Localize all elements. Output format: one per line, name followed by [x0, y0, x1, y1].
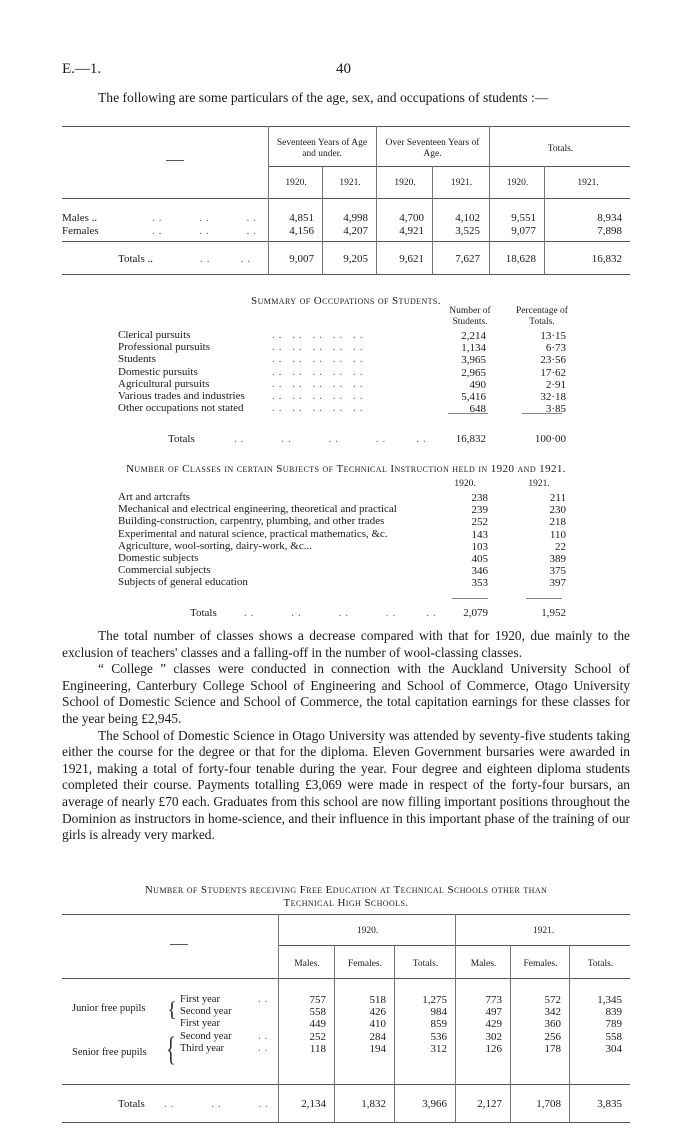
class-subject: Agriculture, wool-sorting, dairy-work, &c... [118, 539, 312, 552]
year-label: Second year [180, 1006, 232, 1018]
total-cell: 18,628 [505, 253, 536, 265]
cell: 449 [309, 1018, 326, 1031]
classes-total-label: Totals [190, 607, 217, 619]
class-count-1920: 143 [471, 528, 488, 541]
row-label-females: Females [62, 225, 99, 237]
paragraph: “ College ” classes were conducted in connection with the Auckland University School of Engineering, Canterbury College School of Engineering and School of Commerce, Otago University School of Domestic Science and School of Commerce, the total capitation earnings for these classes for the year being £2,945. [62, 661, 630, 726]
body-text [62, 628, 630, 844]
class-count-1920: 353 [471, 577, 488, 590]
total-cell: 2,127 [477, 1098, 502, 1110]
class-subject: Building-construction, carpentry, plumbing, and other trades [118, 515, 385, 528]
total-cell: 3,835 [597, 1098, 622, 1110]
cell: 426 [369, 1006, 386, 1019]
year-header: 1920. [285, 178, 307, 188]
class-subject: Art and artcrafts [118, 491, 191, 503]
class-count-1921: 218 [549, 516, 566, 529]
total-cell: 2,134 [301, 1098, 326, 1110]
occupation-percentage: 23·56 [540, 354, 566, 367]
leader-dots: .. [258, 1042, 272, 1054]
class-count-1920: 103 [471, 540, 488, 553]
occupation-percentage: 2·91 [545, 378, 566, 391]
occupation-label: Other occupations not stated [118, 402, 244, 415]
class-count-1921: 375 [549, 565, 566, 578]
series-code: E.—1. [62, 61, 102, 77]
occupations-total-label: Totals [168, 433, 195, 445]
cell: 757 [309, 994, 326, 1006]
leader-dots: .. .. .. .. .. [272, 402, 367, 415]
cell: 558 [605, 1030, 622, 1043]
free-ed-title-line1: Number of Students receiving Free Education at Technical Schools other than [144, 884, 548, 896]
year-label: First year [180, 994, 220, 1005]
col-header: Females. [523, 959, 558, 969]
cell: 252 [309, 1030, 326, 1043]
occupations-total-percentage: 100·00 [534, 433, 566, 445]
cell: 126 [485, 1042, 502, 1055]
class-subject: Commercial subjects [118, 564, 211, 577]
cell: 4,207 [343, 225, 368, 237]
cell: 9,077 [511, 225, 536, 237]
occupation-label: Professional pursuits [118, 341, 210, 354]
cell: 536 [430, 1030, 447, 1043]
page-number: 40 [336, 61, 351, 77]
cell: 284 [369, 1030, 386, 1043]
class-count-1920: 405 [471, 553, 488, 565]
cell: 4,102 [455, 212, 480, 224]
cell: 789 [605, 1018, 622, 1031]
leader-dots: .. .. .. .. .. [272, 353, 367, 366]
cell: 429 [485, 1018, 502, 1031]
year-header-1921: 1921. [532, 926, 555, 936]
cell: 8,934 [597, 212, 622, 224]
cell: 773 [485, 994, 502, 1006]
year-header: 1921. [577, 178, 599, 188]
occupation-label: Agricultural pursuits [118, 377, 210, 390]
occupation-percentage: 32·18 [540, 391, 566, 403]
occupations-title: Summary of Occupations of Students. [251, 295, 441, 307]
col-header: Females. [347, 959, 383, 969]
cell: 518 [369, 994, 386, 1006]
occupation-label: Domestic pursuits [118, 365, 198, 378]
col-header: Totals. [587, 959, 614, 969]
year-label: Third year [180, 1042, 225, 1054]
class-count-1921: 389 [549, 553, 566, 565]
cell: 3,525 [455, 225, 480, 237]
class-subject: Domestic subjects [118, 552, 199, 564]
free-ed-total-label: Totals [118, 1098, 145, 1110]
occupation-percentage: 13·15 [540, 330, 566, 342]
cell: 4,700 [399, 212, 424, 224]
total-cell: 16,832 [591, 253, 622, 265]
cell: 118 [309, 1042, 326, 1055]
cell: 1,345 [597, 994, 622, 1006]
cell: 7,898 [597, 225, 622, 237]
occupation-number: 2,214 [461, 330, 486, 342]
cell: 4,998 [343, 212, 368, 224]
col-header: Males. [294, 959, 320, 969]
document-page: E.—1. 40 The following are some particulars of the age, sex, and occupations of students :— Seventeen Years of Age and under. Over Seventeen Years of Age. Totals. 1920. 1921. 1920. 1921. 1920. 1921. Males .. .. .. .. 4,851 4,998 4,700 4,102 9,551 8,934 Females .. .. .. 4,156 4,207 4,921 3,525 9,077 7,898 Totals .. .. .. 9,007 9,205 9,621 7,627 18,628 16,832 Summary of Occupations of Students. Number of Students. Percentage of Totals. Clerical pursuits .. .. .. .. .. 2,214 13·15 Professional pursuits .. .. .. .. .. 1,134 6·73 Students .. .. .. .. .. 3,965 23·56 Domestic pursuits .. .. .. .. .. 2,965 17·62 Agricultural pursuits .. .. .. .. .. 490 2·91 Various trades and industries .. .. .. .. .. 5,416 32·18 Other occupations not stated .. .. .. .. .. 648 3·85 Totals .. .. .. .. .. 16,832 100·00 Number of Classes in certain Subjects of Technical Instruction held in 1920 and 1921. 1920. 1921. Art and artcrafts 238 211 Mechanical and electrical engineering, theoretical and practical 239 230 Building-construction, carpentry, plumbing, and other trades 252 218 Experimental and natural science, practical mathematics, &c. 143 110 Agriculture, wool-sorting, dairy-work, &c... 103 22 Domestic subjects 405 389 Commercial subjects 346 375 Subjects of general education 353 397 Totals .. .. .. .. .. 2,079 1,952 The total number of classes shows a decrease compared with that for 1920, due mainly to the exclusion of teachers' classes and a falling-off in the number of wool-classing classes. “ College ” classes were conducted in connection with the Auckland University School of Engineering, Canterbury College School of Engineering and School of Commerce, Otago University School of Domestic Science and School of Commerce, the total capitation earnings for these classes for the year being £2,945. The School of Domestic Science in Otago University was attended by seventy-five students taking either the course for the degree or that for the diploma. Eleven Government bursaries were awarded in 1921, making a total of forty-four tenable during the year. Four degree and eighteen diploma students completed their course. Payments totalling £3,069 were made in respect of the forty-four bursars, an average of nearly £70 each. Graduates from this school are now filling important positions throughout the Dominion as instructors in home-science, and their influence in this important phase of the training of our girls is already very marked. Number of Students receiving Free Education at Technical Schools other than Technical High Schools. 1920. 1921. Males. Females. Totals. Males. Females. Totals. Junior free pupils { Senior free pupils { First year .. 757 518 1,275 773 572 1,345 Second year 558 426 984 497 342 839 First year 449 410 859 429 360 789 Second year .. 252 284 536 302 256 558 Third year .. 118 194 312 126 178 304 Totals .. .. .. 2,134 1,832 3,966 2,127 1,708 3,835 [0, 0, 700, 1148]
cell: 859 [430, 1018, 447, 1031]
class-count-1920: 239 [471, 504, 488, 517]
class-count-1920: 346 [471, 565, 488, 578]
cell: 497 [485, 1006, 502, 1019]
total-cell: 9,007 [289, 253, 314, 265]
cell: 312 [430, 1042, 447, 1055]
occupations-total-number: 16,832 [455, 433, 486, 445]
cell: 4,851 [289, 212, 314, 224]
total-cell: 1,832 [361, 1098, 386, 1110]
total-cell: 9,205 [343, 253, 368, 265]
classes-total-1920: 2,079 [463, 607, 488, 619]
group-label-senior: Senior free pupils [72, 1047, 147, 1058]
leader-dots: .. [258, 994, 272, 1005]
occupation-label: Clerical pursuits [118, 329, 191, 341]
brace-icon: { [166, 1031, 176, 1068]
total-cell: 3,966 [422, 1098, 447, 1110]
cell: 360 [544, 1018, 561, 1031]
occupation-number: 490 [469, 378, 486, 391]
total-cell: 7,627 [455, 253, 480, 265]
class-count-1921: 397 [549, 577, 566, 590]
cell: 839 [605, 1006, 622, 1019]
cell: 572 [544, 994, 561, 1006]
classes-title: Number of Classes in certain Subjects of Technical Instruction held in 1920 and 1921. [126, 463, 566, 475]
cell: 302 [485, 1030, 502, 1043]
cell: 304 [605, 1042, 622, 1055]
year-header: 1921. [450, 178, 473, 188]
paragraph: The School of Domestic Science in Otago University was attended by seventy-five students taking either the course for the degree or that for the diploma. Eleven Government bursaries were awarded in 1921, making a total of forty-four tenable during the year. Four degree and eighteen diploma students completed their course. Payments totalling £3,069 were made in respect of the forty-four bursars, an average of nearly £70 each. Graduates from this school are now filling important positions throughout the Dominion as instructors in home-science, and their influence in this important phase of the training of our girls is already very marked. [62, 727, 630, 843]
cell: 4,921 [399, 225, 424, 237]
leader-dots: .. .. .. .. .. [272, 377, 367, 390]
cell: 1,275 [422, 994, 447, 1006]
year-header: 1921. [339, 178, 361, 188]
occupation-number: 3,965 [461, 354, 486, 367]
col-header-number: Number of Students. [449, 306, 491, 327]
cell: 194 [369, 1042, 386, 1055]
cell: 342 [544, 1006, 561, 1019]
cell: 178 [544, 1042, 561, 1055]
free-ed-title-line2: Technical High Schools. [283, 897, 409, 909]
group-header-over-17: Over Seventeen Years of Age. [385, 138, 480, 159]
leader-dots: .. [258, 1030, 272, 1042]
class-subject: Experimental and natural science, practical mathematics, &c. [118, 527, 388, 540]
intro-text: The following are some particulars of the age, sex, and occupations of students :— [98, 90, 549, 105]
total-cell: 1,708 [536, 1098, 561, 1110]
year-header: 1920. [454, 479, 476, 489]
class-count-1921: 22 [555, 540, 566, 553]
class-count-1921: 230 [549, 504, 566, 517]
total-cell: 9,621 [399, 253, 424, 265]
col-header: Males. [470, 959, 497, 969]
occupation-number: 648 [469, 403, 486, 416]
group-label-junior: Junior free pupils [72, 1003, 146, 1014]
class-count-1921: 211 [549, 492, 566, 504]
year-header: 1920. [394, 178, 416, 188]
occupation-percentage: 3·85 [545, 403, 566, 416]
leader-dots: .. .. .. .. .. [272, 390, 367, 402]
row-label-totals: Totals .. [118, 253, 153, 265]
class-subject: Mechanical and electrical engineering, theoretical and practical [118, 503, 397, 516]
cell: 9,551 [511, 212, 536, 224]
cell: 984 [430, 1006, 447, 1019]
row-label-males: Males .. [62, 212, 98, 224]
leader-dots: .. .. .. .. .. [272, 341, 367, 354]
paragraph: The total number of classes shows a decrease compared with that for 1920, due mainly to the exclusion of teachers' classes and a falling-off in the number of wool-classing classes. [62, 628, 630, 660]
occupation-number: 5,416 [461, 391, 486, 403]
cell: 558 [309, 1006, 326, 1019]
occupation-label: Students [118, 353, 156, 366]
year-label: First year [180, 1018, 220, 1030]
col-header-percentage: Percentage of Totals. [516, 306, 568, 327]
brace-icon: { [167, 997, 178, 1021]
occupation-percentage: 17·62 [540, 366, 566, 379]
group-header-totals: Totals. [547, 144, 574, 154]
leader-dots: .. .. .. .. .. [272, 329, 367, 341]
class-count-1921: 110 [549, 528, 566, 541]
class-subject: Subjects of general education [118, 576, 248, 589]
leader-dots: .. .. .. .. .. [272, 365, 367, 378]
occupation-percentage: 6·73 [545, 342, 566, 355]
year-header-1920: 1920. [356, 926, 379, 936]
year-header: 1920. [506, 178, 529, 188]
occupation-number: 2,965 [461, 366, 486, 379]
cell: 4,156 [289, 225, 314, 237]
cell: 410 [369, 1018, 386, 1031]
class-count-1920: 238 [471, 492, 488, 504]
occupation-number: 1,134 [461, 342, 486, 355]
cell: 256 [544, 1030, 561, 1043]
classes-total-1921: 1,952 [541, 607, 566, 619]
year-label: Second year [180, 1030, 232, 1042]
col-header: Totals. [412, 959, 439, 969]
class-count-1920: 252 [471, 516, 488, 529]
occupation-label: Various trades and industries [118, 390, 245, 402]
year-header: 1921. [528, 479, 550, 489]
group-header-under-17: Seventeen Years of Age and under. [276, 138, 368, 159]
